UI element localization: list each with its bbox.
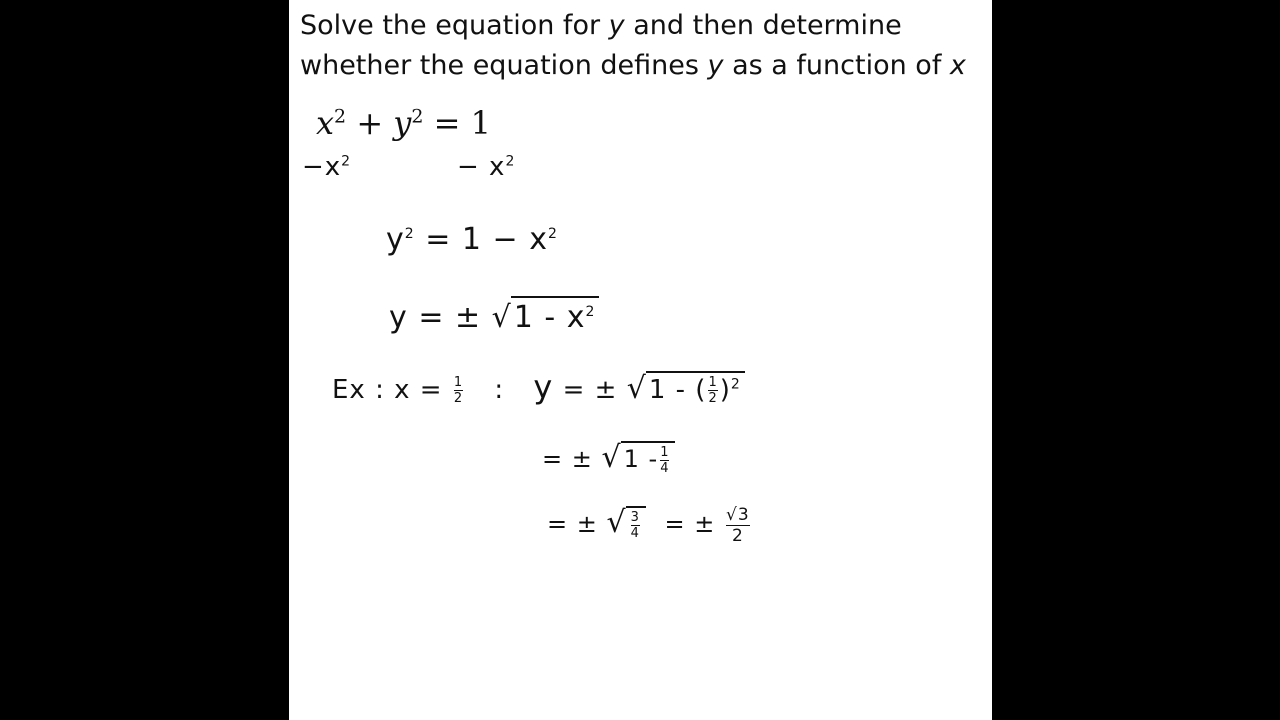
fraction-half: [708, 376, 717, 405]
handwritten-exponent: 2: [505, 153, 516, 170]
step-y-squared: [386, 222, 558, 257]
prompt-text: as a function of: [723, 50, 950, 81]
step-y-root: [389, 296, 599, 335]
fraction-three-quarters: [631, 511, 640, 540]
eq-y: y: [393, 104, 412, 142]
sqrt-icon: √: [626, 371, 647, 406]
handwritten-term: 1 -: [623, 445, 659, 473]
prompt-text: and then determine: [624, 10, 902, 41]
radicand: 3: [737, 504, 750, 525]
handwritten-term: −x: [302, 152, 342, 182]
handwritten-exponent: 2: [404, 226, 415, 242]
numerator: [726, 506, 750, 524]
denominator: 4: [660, 460, 670, 476]
sqrt-icon: √: [491, 300, 512, 335]
subtract-left: [302, 152, 351, 182]
numerator: 1: [453, 375, 464, 390]
sqrt-icon: √: [601, 440, 622, 475]
example-label: Ex : x =: [332, 375, 443, 405]
handwritten-term: = ±: [547, 510, 598, 538]
problem-line-1: [300, 6, 990, 46]
fraction-half: [454, 376, 463, 405]
handwritten-term: = ±: [418, 300, 482, 335]
handwritten-term: = ±: [542, 445, 593, 473]
handwritten-term: 1 - x: [513, 300, 586, 335]
example-line-1: [332, 368, 745, 406]
denominator: 2: [453, 391, 464, 406]
denominator: 2: [708, 391, 718, 406]
prompt-text: Solve the equation for: [300, 10, 609, 41]
denominator: 4: [630, 525, 640, 541]
denominator: 2: [731, 525, 744, 546]
handwritten-term: 1 - (: [648, 375, 707, 405]
problem-line-2: [300, 46, 990, 86]
handwritten-term: = 1 − x: [425, 222, 548, 257]
radicand: [511, 296, 600, 335]
eq-exponent: 2: [411, 105, 424, 128]
radicand: [646, 371, 745, 405]
handwritten-term: y: [533, 368, 554, 406]
eq-exponent: 2: [334, 105, 347, 128]
handwritten-term: y: [386, 222, 405, 257]
variable-y: y: [707, 50, 724, 81]
colon: :: [494, 375, 505, 405]
handwritten-term: − x: [457, 152, 506, 182]
eq-rhs: = 1: [423, 104, 491, 142]
radicand: [621, 441, 676, 475]
radicand: [626, 506, 646, 540]
subtract-right: [457, 152, 515, 182]
sqrt-icon: √: [726, 504, 738, 525]
eq-plus: +: [346, 104, 394, 142]
numerator: 1: [708, 375, 718, 390]
handwritten-exponent: 2: [341, 153, 352, 170]
handwritten-exponent: 2: [585, 304, 596, 320]
variable-y: y: [608, 10, 625, 41]
eq-x: x: [316, 104, 335, 142]
handwritten-term: ): [719, 375, 731, 405]
given-equation: [316, 104, 491, 142]
handwritten-term: = ±: [562, 375, 618, 405]
example-line-2: [542, 440, 675, 475]
prompt-text: whether the equation defines: [300, 50, 708, 81]
numerator: 1: [660, 444, 670, 460]
sqrt-icon: √: [606, 505, 627, 540]
slide-page: [289, 0, 992, 720]
handwritten-term: = ±: [664, 510, 716, 538]
example-line-3: [547, 505, 752, 545]
handwritten-exponent: 2: [730, 376, 741, 393]
handwritten-term: y: [389, 300, 408, 335]
fraction-quarter: [660, 446, 669, 475]
variable-x: x: [949, 50, 966, 81]
problem-statement: [300, 6, 990, 86]
fraction-root3-over-2: [726, 506, 750, 545]
handwritten-exponent: 2: [547, 226, 558, 242]
numerator: 3: [630, 509, 640, 525]
